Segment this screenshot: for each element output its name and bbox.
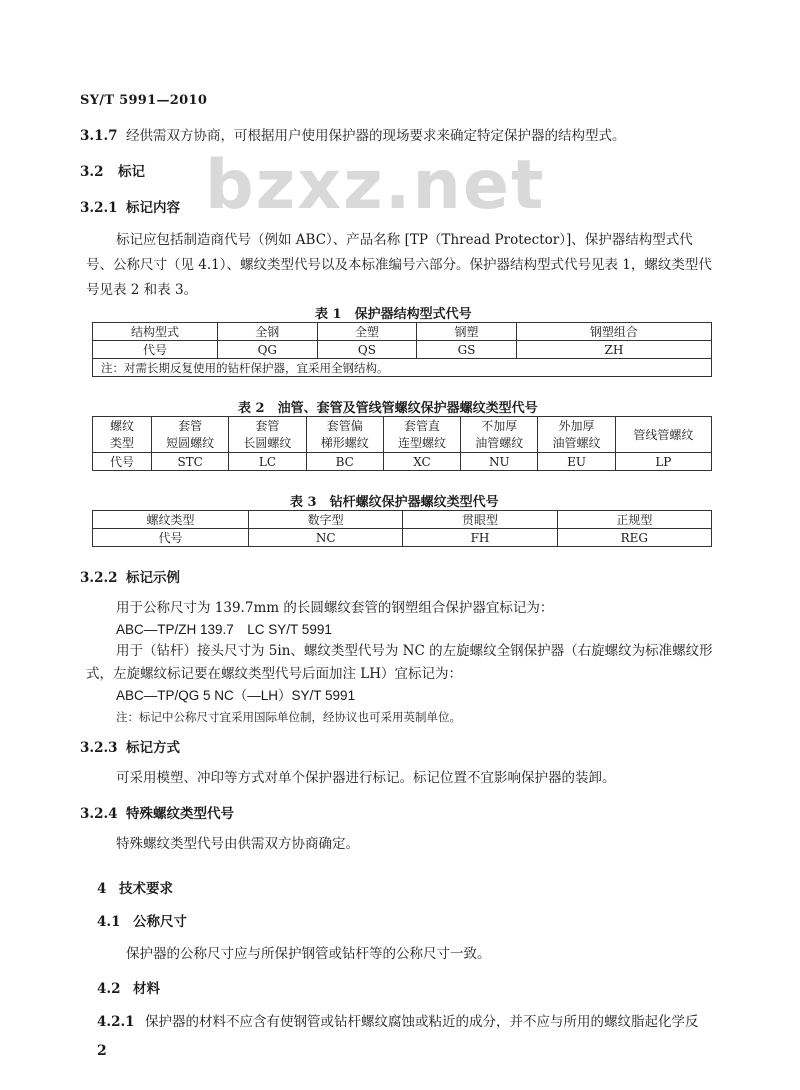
clause-number: 3.1.7 (80, 128, 118, 144)
example-intro-2: 用于（钻杆）接头尺寸为 5in、螺纹类型代号为 NC 的左旋螺纹全钢保护器（右旋螺纹为标准螺纹形式，左旋螺纹标记要在螺纹类型代号后面加注 LH）宜标记为： (86, 643, 713, 682)
table-cell: ZH (516, 341, 711, 359)
table-cell: QS (317, 341, 417, 359)
section-title: 技术要求 (119, 881, 173, 897)
table-cell: 套管直 连型螺纹 (383, 417, 460, 453)
section-4-2-heading (97, 977, 160, 1001)
section-3-2-2-heading (80, 566, 180, 590)
table-1 (92, 322, 712, 377)
section-title: 标记 (118, 164, 145, 180)
table-cell: 套管 短圆螺纹 (152, 417, 229, 453)
table-cell: 螺纹 类型 (93, 417, 152, 453)
marking-content-paragraph: 标记应包括制造商代号（例如 ABC）、产品名称 [TP（Thread Protector）]、保护器结构型式代号、公称尺寸（见 4.1）、螺纹类型代号以及本标准编号六部分。保护器结构型式代号见表 1，螺纹类型代号见表 2 和表 3。 (86, 232, 712, 298)
table-cell: 钢塑组合 (516, 323, 711, 341)
section-3-2-1-heading (80, 196, 180, 220)
table-3-caption: 表 3 钻杆螺纹保护器螺纹类型代号 (290, 495, 499, 510)
table-cell: 代号 (93, 453, 152, 471)
watermark: bzxz.net (205, 146, 546, 225)
table-cell: 贯眼型 (403, 511, 557, 529)
table-cell: STC (152, 453, 229, 471)
section-number: 3.2.4 (80, 806, 118, 822)
section-title: 特殊螺纹类型代号 (126, 806, 234, 822)
table-cell: LP (615, 453, 711, 471)
table-cell: 外加厚 油管螺纹 (538, 417, 615, 453)
table-cell: GS (417, 341, 517, 359)
table-cell: 全钢 (218, 323, 318, 341)
table-cell: 数字型 (249, 511, 403, 529)
nominal-size-text: 保护器的公称尺寸应与所保护钢管或钻杆等的公称尺寸一致。 (126, 946, 491, 962)
table-cell: 代号 (93, 529, 249, 547)
table-cell: 不加厚 油管螺纹 (461, 417, 538, 453)
example-intro-1: 用于公称尺寸为 139.7mm 的长圆螺纹套管的钢塑组合保护器宜标记为： (116, 600, 554, 616)
section-title: 材料 (133, 981, 160, 997)
clause-text: 经供需双方协商，可根据用户使用保护器的现场要求来确定特定保护器的结构型式。 (126, 128, 626, 144)
clause-4-2-1 (97, 1010, 699, 1034)
table-cell: 全塑 (317, 323, 417, 341)
example-note: 注：标记中公称尺寸宜采用国际单位制，经协议也可采用英制单位。 (116, 710, 461, 724)
table-1-note: 注：对需长期反复使用的钻杆保护器，宜采用全钢结构。 (93, 359, 712, 377)
section-title: 公称尺寸 (133, 914, 187, 930)
table-cell: 管线管螺纹 (615, 417, 711, 453)
table-cell: 正规型 (557, 511, 711, 529)
table-cell: 套管偏 梯形螺纹 (306, 417, 383, 453)
section-number: 4 (97, 881, 107, 897)
table-2 (92, 416, 712, 471)
table-cell: 结构型式 (93, 323, 218, 341)
section-number: 3.2.2 (80, 570, 118, 586)
section-title: 标记内容 (126, 200, 180, 216)
table-2-caption: 表 2 油管、套管及管线管螺纹保护器螺纹类型代号 (238, 401, 538, 416)
marking-example-2: ABC—TP/QG 5 NC（—LH）SY/T 5991 (116, 688, 356, 703)
section-number: 4.1 (97, 914, 121, 930)
section-4-1-heading (97, 910, 187, 934)
table-cell: BC (306, 453, 383, 471)
clause-3-1-7 (80, 124, 626, 148)
table-cell: EU (538, 453, 615, 471)
table-cell: REG (557, 529, 711, 547)
table-cell: 钢塑 (417, 323, 517, 341)
table-cell: QG (218, 341, 318, 359)
section-number: 3.2.1 (80, 200, 118, 216)
table-cell: 套管 长圆螺纹 (229, 417, 306, 453)
special-thread-code-text: 特殊螺纹类型代号由供需双方协商确定。 (116, 836, 359, 852)
section-3-2-4-heading (80, 802, 234, 826)
table-cell: LC (229, 453, 306, 471)
section-number: 3.2 (80, 164, 104, 180)
table-1-caption: 表 1 保护器结构型式代号 (315, 307, 472, 322)
table-cell: NC (249, 529, 403, 547)
page-number: 2 (97, 1043, 107, 1059)
section-title: 标记方式 (126, 740, 180, 756)
section-3-2-heading (80, 160, 145, 184)
table-cell: XC (383, 453, 460, 471)
table-3 (92, 510, 712, 547)
table-cell: 代号 (93, 341, 218, 359)
marking-method-text: 可采用模塑、冲印等方式对单个保护器进行标记。标记位置不宜影响保护器的装卸。 (116, 770, 616, 786)
standard-number: SY/T 5991—2010 (80, 93, 208, 108)
marking-example-1: ABC—TP/ZH 139.7 LC SY/T 5991 (116, 622, 332, 637)
table-cell: NU (461, 453, 538, 471)
section-3-2-3-heading (80, 736, 180, 760)
section-4-heading (97, 877, 173, 901)
section-title: 标记示例 (126, 570, 180, 586)
section-number: 4.2 (97, 981, 121, 997)
table-cell: 螺纹类型 (93, 511, 249, 529)
clause-number: 4.2.1 (97, 1014, 135, 1030)
clause-text: 保护器的材料不应含有使钢管或钻杆螺纹腐蚀或粘近的成分，并不应与所用的螺纹脂起化学反 (145, 1014, 699, 1030)
table-cell: FH (403, 529, 557, 547)
section-number: 3.2.3 (80, 740, 118, 756)
